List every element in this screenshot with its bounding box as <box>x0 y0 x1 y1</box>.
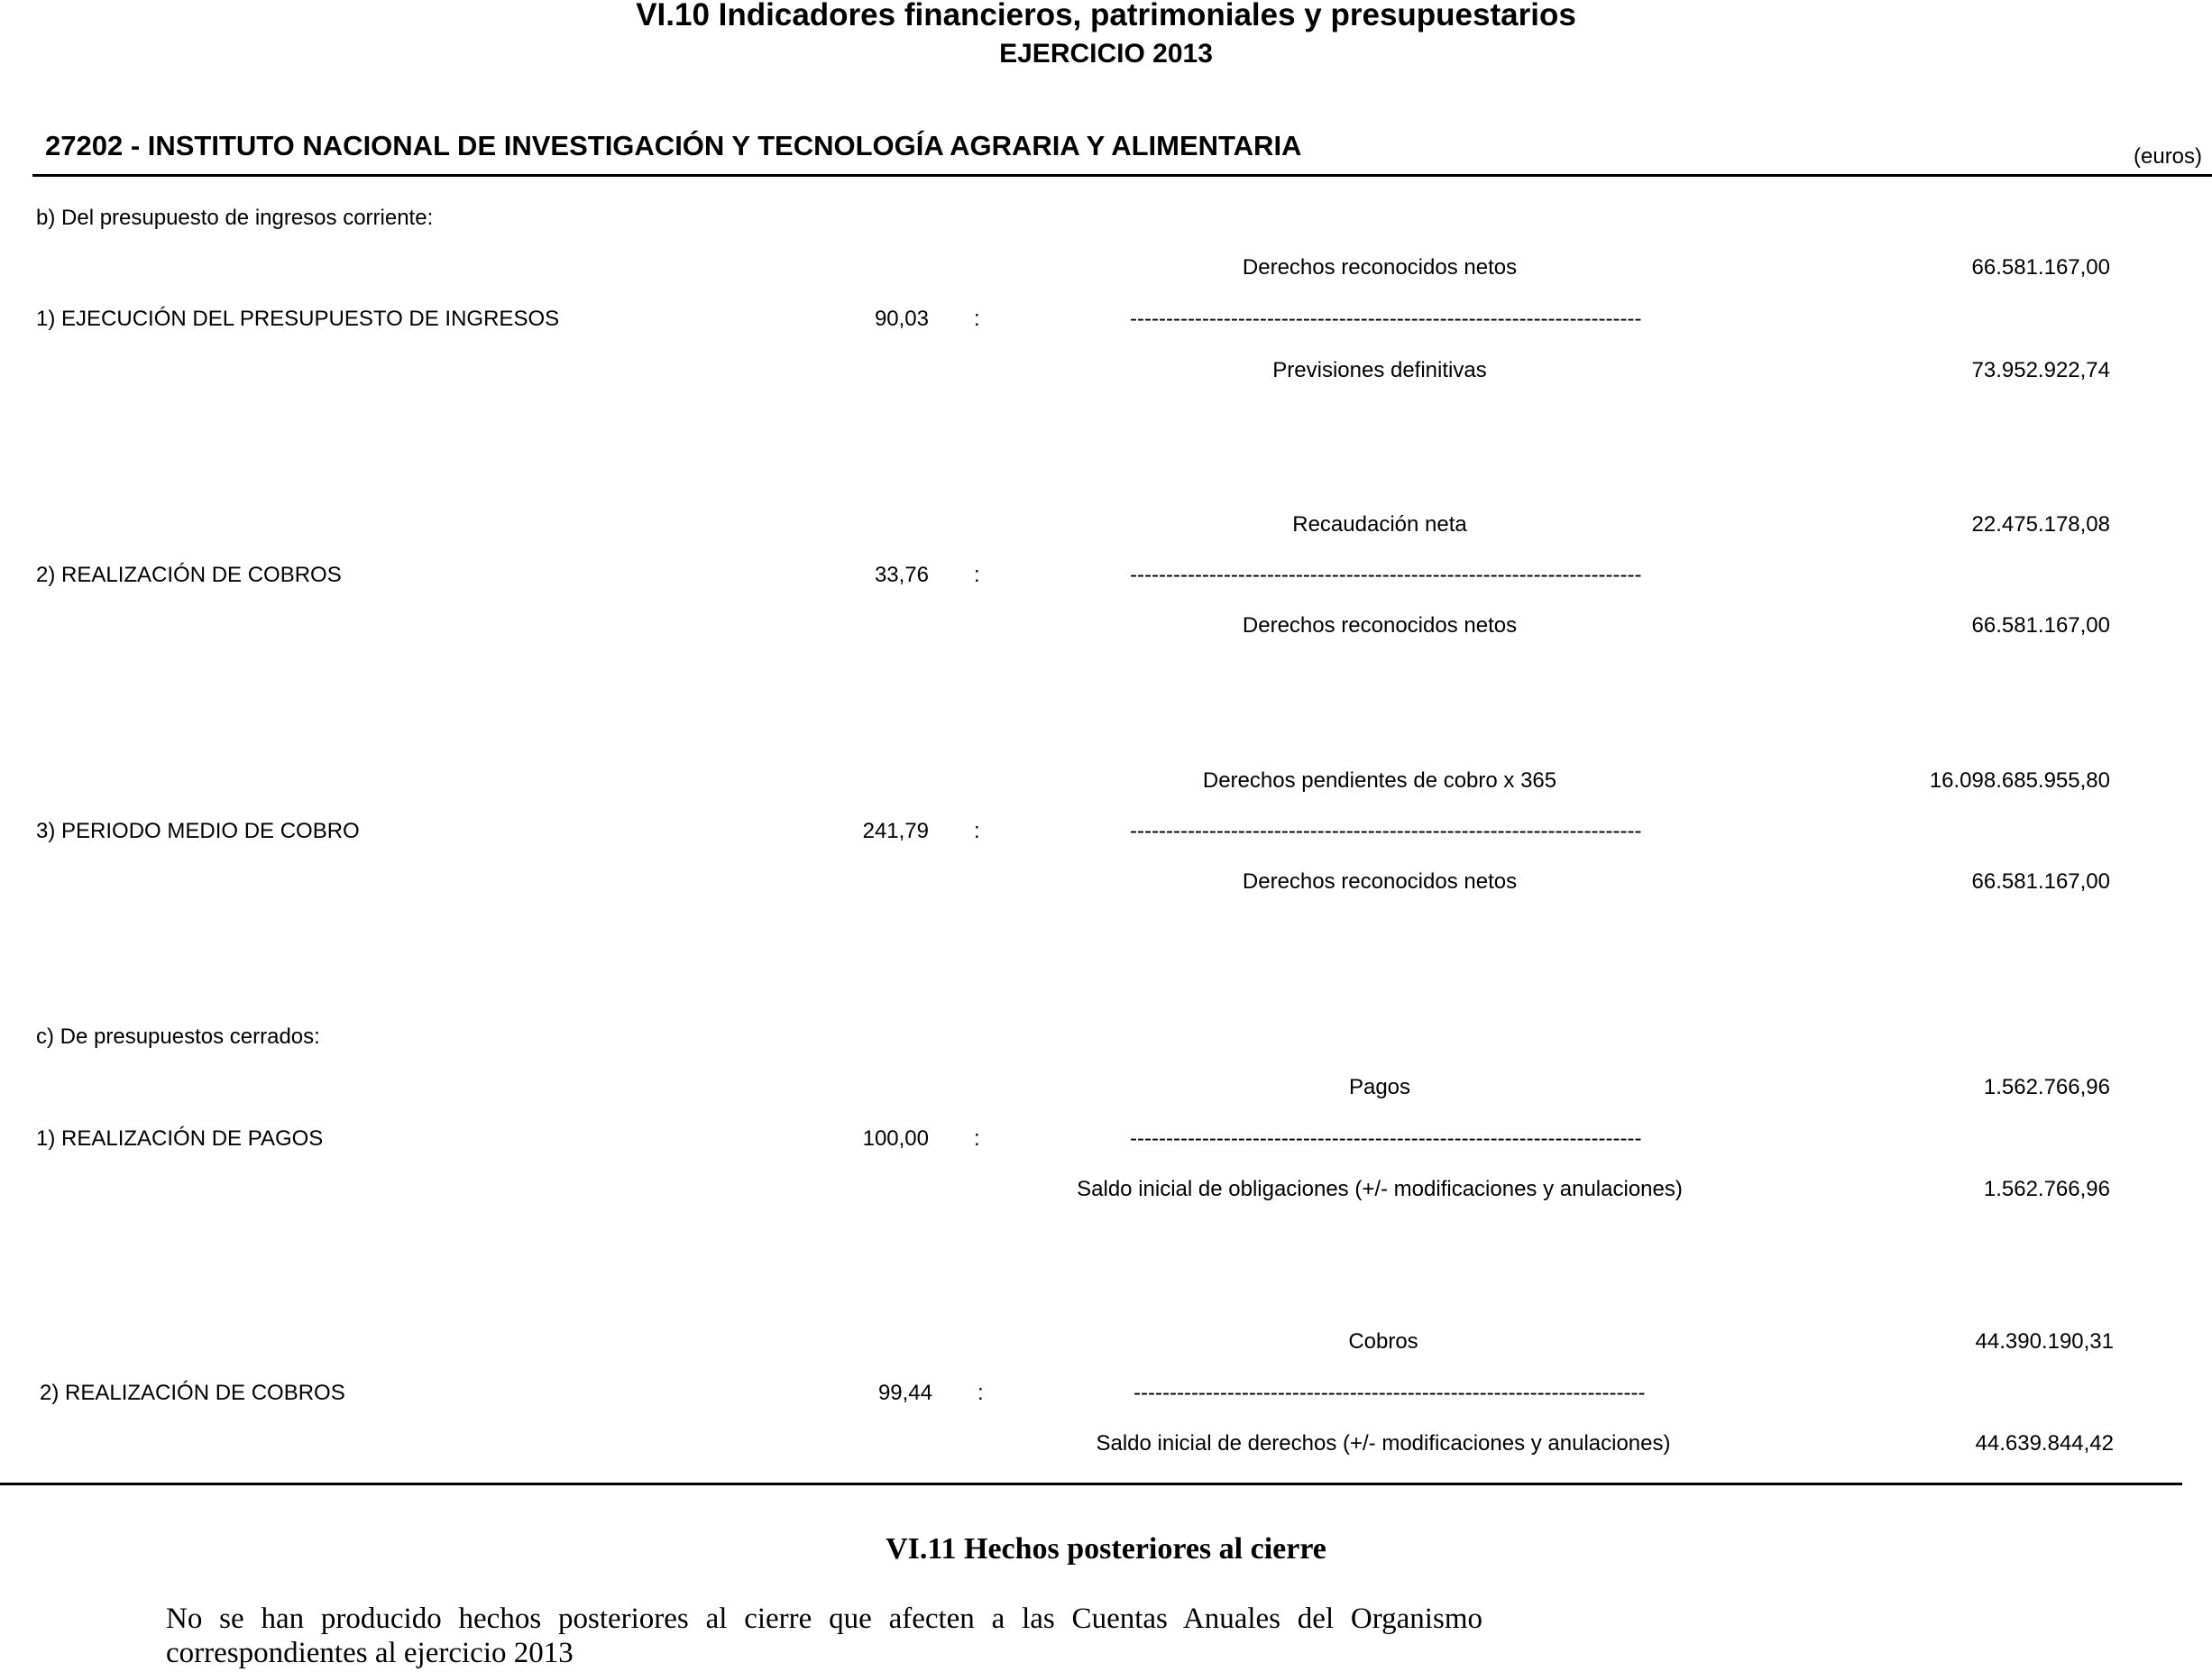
top-divider <box>32 174 2212 177</box>
page-subtitle: EJERCICIO 2013 <box>999 39 1213 69</box>
section-title: VI.11 Hechos posteriores al cierre <box>886 1532 1326 1566</box>
fraction-line: ----------------------------------------------------------------------- <box>1130 307 1642 331</box>
section-b-label: b) Del presupuesto de ingresos corriente: <box>36 206 434 230</box>
fraction-line: ----------------------------------------------------------------------- <box>1130 819 1642 843</box>
numerator-value: 16.098.685.955,80 <box>1929 768 2110 793</box>
separator: : <box>974 563 980 587</box>
numerator-label: Recaudación neta <box>1292 512 1467 537</box>
denominator-value: 66.581.167,00 <box>1971 869 2110 894</box>
numerator-value: 66.581.167,00 <box>1971 255 2110 280</box>
denominator-label: Previsiones definitivas <box>1272 358 1487 382</box>
section-c-label: c) De presupuestos cerrados: <box>36 1024 320 1049</box>
fraction-line: ----------------------------------------------------------------------- <box>1130 563 1642 587</box>
indicator-value: 100,00 <box>862 1126 929 1151</box>
indicator-name: 2) REALIZACIÓN DE COBROS <box>40 1381 345 1405</box>
indicator-value: 90,03 <box>874 307 929 331</box>
indicator-value: 33,76 <box>874 563 929 587</box>
indicator-value: 241,79 <box>862 819 929 843</box>
numerator-label: Derechos pendientes de cobro x 365 <box>1202 768 1557 793</box>
separator: : <box>974 1126 980 1151</box>
fraction-line: ----------------------------------------------------------------------- <box>1130 1126 1642 1151</box>
denominator-label: Derechos reconocidos netos <box>1242 613 1518 638</box>
numerator-label: Derechos reconocidos netos <box>1242 255 1518 280</box>
numerator-value: 22.475.178,08 <box>1971 512 2110 537</box>
separator: : <box>974 819 980 843</box>
indicator-name: 1) REALIZACIÓN DE PAGOS <box>36 1126 324 1151</box>
denominator-value: 66.581.167,00 <box>1971 613 2110 638</box>
fraction-line: ----------------------------------------------------------------------- <box>1134 1381 1646 1405</box>
numerator-value: 1.562.766,96 <box>1983 1075 2110 1099</box>
denominator-label: Derechos reconocidos netos <box>1242 869 1518 894</box>
section-paragraph: No se han producido hechos posteriores al cierre que afecten a las Cuentas Anuales del Organismo correspondientes al ejercicio 2013 <box>166 1603 1482 1669</box>
indicator-value: 99,44 <box>877 1381 932 1405</box>
denominator-label: Saldo inicial de obligaciones (+/- modificaciones y anulaciones) <box>1077 1177 1683 1201</box>
denominator-value: 73.952.922,74 <box>1971 358 2110 382</box>
unit-label: (euros) <box>2134 144 2203 169</box>
numerator-label: Cobros <box>1348 1329 1418 1354</box>
separator: : <box>974 307 980 331</box>
indicator-name: 1) EJECUCIÓN DEL PRESUPUESTO DE INGRESOS <box>36 307 560 331</box>
separator: : <box>978 1381 984 1405</box>
numerator-label: Pagos <box>1348 1075 1411 1099</box>
bottom-divider <box>0 1483 2182 1485</box>
denominator-value: 44.639.844,42 <box>1975 1431 2114 1456</box>
entity-heading: 27202 - INSTITUTO NACIONAL DE INVESTIGACIÓN Y TECNOLOGÍA AGRARIA Y ALIMENTARIA <box>45 130 1302 161</box>
indicator-name: 3) PERIODO MEDIO DE COBRO <box>36 819 360 843</box>
page-title: VI.10 Indicadores financieros, patrimoniales y presupuestarios <box>636 0 1576 32</box>
numerator-value: 44.390.190,31 <box>1975 1329 2114 1354</box>
denominator-label: Saldo inicial de derechos (+/- modificaciones y anulaciones) <box>1096 1431 1671 1456</box>
indicator-name: 2) REALIZACIÓN DE COBROS <box>36 563 342 587</box>
denominator-value: 1.562.766,96 <box>1983 1177 2110 1201</box>
